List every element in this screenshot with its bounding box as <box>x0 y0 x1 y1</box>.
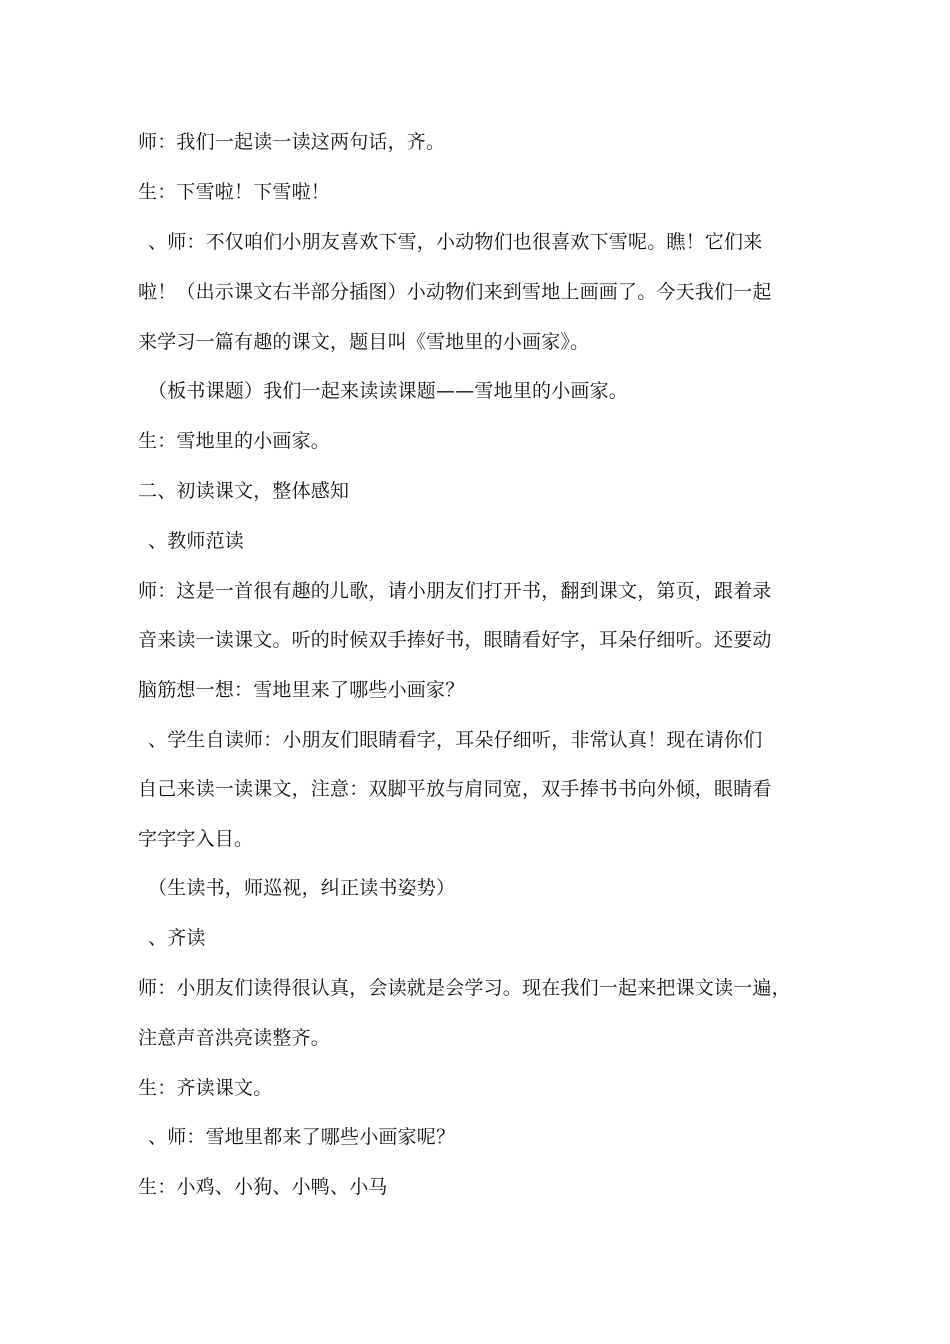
text-line: 、学生自读师：小朋友们眼睛看字，耳朵仔细听，非常认真！现在请你们 <box>148 729 763 751</box>
text-line: 注意声音洪亮读整齐。 <box>138 1027 331 1049</box>
text-line: 生：雪地里的小画家。 <box>138 430 331 452</box>
text-line: （板书课题）我们一起来读读课题——雪地里的小画家。 <box>148 380 629 402</box>
text-line: 师：这是一首很有趣的儿歌，请小朋友们打开书，翻到课文，第页，跟着录 <box>138 580 772 602</box>
text-line: 字字字入目。 <box>138 828 254 850</box>
text-line: 音来读一读课文。听的时候双手捧好书，眼睛看好字，耳朵仔细听。还要动 <box>138 629 772 651</box>
text-line: 生：小鸡、小狗、小鸭、小马 <box>138 1176 388 1198</box>
section-heading: 二、初读课文，整体感知 <box>138 480 350 502</box>
text-line: 脑筋想一想：雪地里来了哪些小画家？ <box>138 679 465 701</box>
text-line: 、教师范读 <box>148 530 245 552</box>
text-line: 师：我们一起读一读这两句话，齐。 <box>138 131 446 153</box>
text-line: 生：下雪啦！下雪啦！ <box>138 181 331 203</box>
text-line: 、师：不仅咱们小朋友喜欢下雪，小动物们也很喜欢下雪呢。瞧！它们来 <box>148 231 763 253</box>
text-line: 生：齐读课文。 <box>138 1077 273 1099</box>
text-line: 啦！（出示课文右半部分插图）小动物们来到雪地上画画了。今天我们一起 <box>138 281 772 303</box>
text-line: 自己来读一读课文，注意：双脚平放与肩同宽，双手捧书书向外倾，眼睛看 <box>138 778 772 800</box>
text-line: 、齐读 <box>148 927 206 949</box>
text-line: 来学习一篇有趣的课文，题目叫《雪地里的小画家》。 <box>138 331 590 353</box>
text-line: 师：小朋友们读得很认真，会读就是会学习。现在我们一起来把课文读一遍， <box>138 977 791 999</box>
text-line: 、师：雪地里都来了哪些小画家呢？ <box>148 1126 456 1148</box>
text-line: （生读书，师巡视，纠正读书姿势） <box>148 877 456 899</box>
